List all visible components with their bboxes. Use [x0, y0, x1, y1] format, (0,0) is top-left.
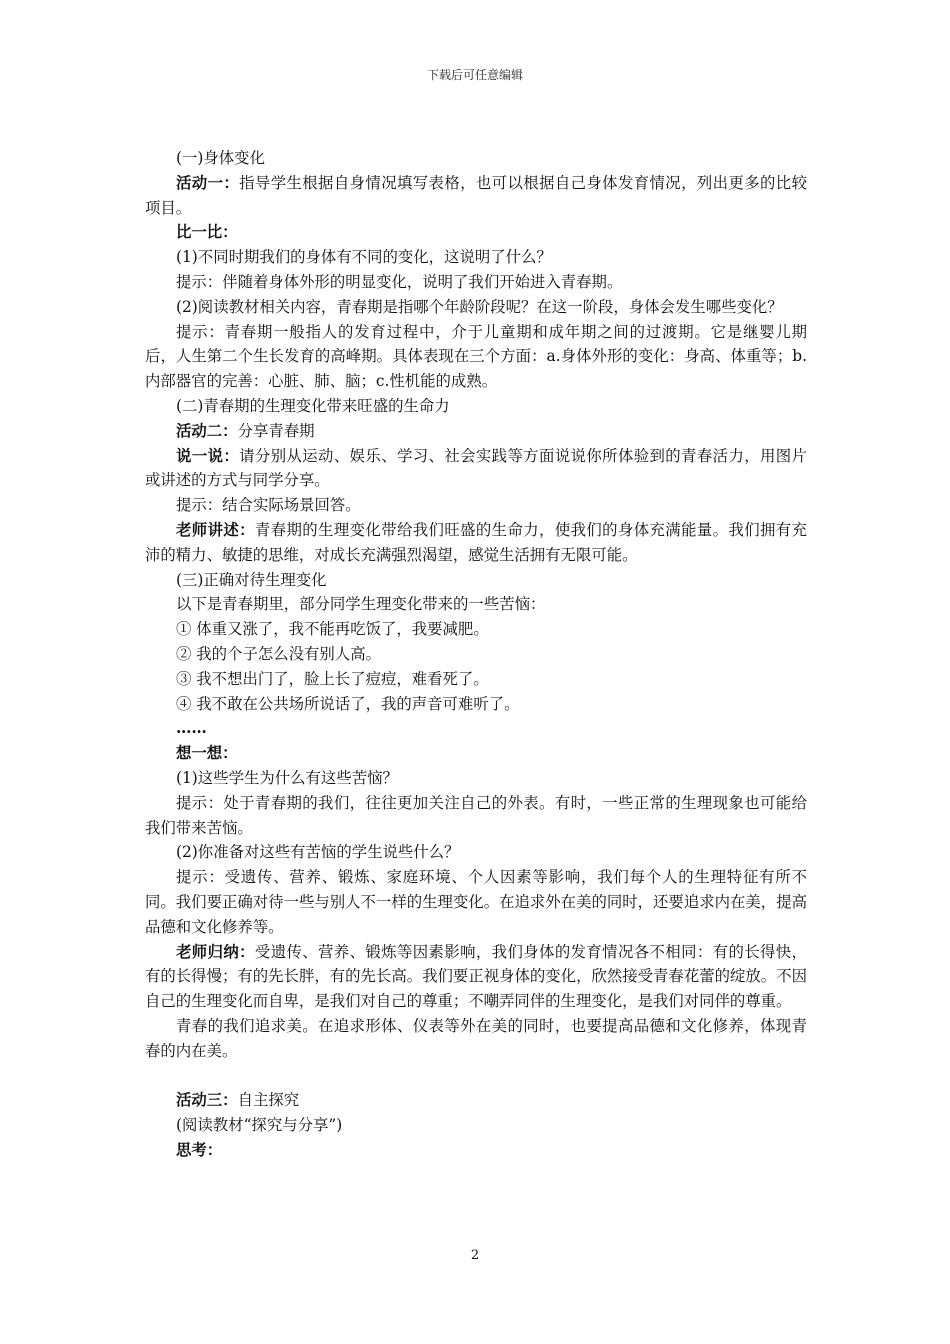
page-header: 下载后可任意编辑 — [426, 68, 523, 82]
ellipsis: …… — [176, 719, 207, 738]
read-textbook-note: (阅读教材“探究与分享”) — [176, 1116, 343, 1135]
reflect-heading: 思考： — [176, 1140, 223, 1159]
think-heading: 想一想： — [176, 744, 238, 763]
page-number: 2 — [470, 1248, 480, 1263]
question-1: (1)不同时期我们的身体有不同的变化，这说明了什么？ — [176, 248, 552, 267]
worry-item-2: ② 我的个子怎么没有别人高。 — [176, 644, 381, 663]
hint-2: 提示：青春期一般指人的发育过程中，介于儿童期和成年期之间的过渡期。它是继婴儿期后，人生第二个生长发育的高峰期。具体表现在三个方面：a.身体外形的变化：身高、体重等；b.内部器官的完善：心脏、肺、脑；c.性机能的成熟。 — [145, 322, 807, 391]
section-heading-3: (三)正确对待生理变化 — [176, 570, 327, 589]
question-4: (2)你准备对这些有苦恼的学生说些什么？ — [176, 843, 460, 862]
talk-paragraph: 说一说：请分别从运动、娱乐、学习、社会实践等方面说说你所体验到的青春活力，用图片或讲述的方式与同学分享。 — [145, 446, 807, 490]
worry-item-3: ③ 我不想出门了，脸上长了痘痘，难看死了。 — [176, 669, 489, 688]
hint-4: 提示：处于青春期的我们，往往更加关注自己的外表。有时，一些正常的生理现象也可能给我们带来苦恼。 — [145, 793, 807, 837]
worry-item-1: ① 体重又涨了，我不能再吃饭了，我要减肥。 — [176, 620, 489, 639]
hint-3: 提示：结合实际场景回答。 — [176, 496, 361, 515]
teacher-narration: 老师讲述：青春期的生理变化带给我们旺盛的生命力，使我们的身体充满能量。我们拥有充沛的精力、敏捷的思维，对成长充满强烈渴望，感觉生活拥有无限可能。 — [145, 520, 807, 564]
section-heading-2: (二)青春期的生理变化带来旺盛的生命力 — [176, 396, 450, 415]
section-heading-1: (一)身体变化 — [176, 149, 265, 167]
worries-intro: 以下是青春期里，部分同学生理变化带来的一些苦恼： — [176, 595, 546, 614]
hint-1: 提示：伴随着身体外形的明显变化，说明了我们开始进入青春期。 — [176, 272, 623, 291]
document-body — [145, 146, 807, 1163]
worry-item-4: ④ 我不敢在公共场所说话了，我的声音可难听了。 — [176, 694, 520, 713]
compare-heading: 比一比： — [176, 223, 238, 242]
activity-2-paragraph: 活动二：分享青春期 — [176, 421, 315, 440]
question-3: (1)这些学生为什么有这些苦恼？ — [176, 768, 398, 787]
beauty-paragraph: 青春的我们追求美。在追求形体、仪表等外在美的同时，也要提高品德和文化修养，体现青春的内在美。 — [145, 1016, 807, 1060]
hint-5: 提示：受遗传、营养、锻炼、家庭环境、个人因素等影响，我们每个人的生理特征有所不同。我们要正确对待一些与别人不一样的生理变化。在追求外在美的同时，还要追求内在美，提高品德和文化修养等。 — [145, 868, 807, 936]
teacher-summary: 老师归纳：受遗传、营养、锻炼等因素影响，我们身体的发育情况各不相同：有的长得快，有的长得慢；有的先长胖，有的先长高。我们要正视身体的变化，欣然接受青春花蕾的绽放。不因自己的生理变化而自卑，是我们对自己的尊重；不嘲弄同伴的生理变化，是我们对同伴的尊重。 — [145, 942, 807, 1011]
question-2: (2)阅读教材相关内容，青春期是指哪个年龄阶段呢？在这一阶段，身体会发生哪些变化？ — [176, 297, 783, 316]
activity-3-paragraph: 活动三：自主探究 — [176, 1091, 300, 1110]
activity-1-paragraph: 活动一：指导学生根据自身情况填写表格，也可以根据自己身体发育情况，列出更多的比较项目。 — [145, 173, 807, 217]
blank-line — [145, 1063, 807, 1088]
